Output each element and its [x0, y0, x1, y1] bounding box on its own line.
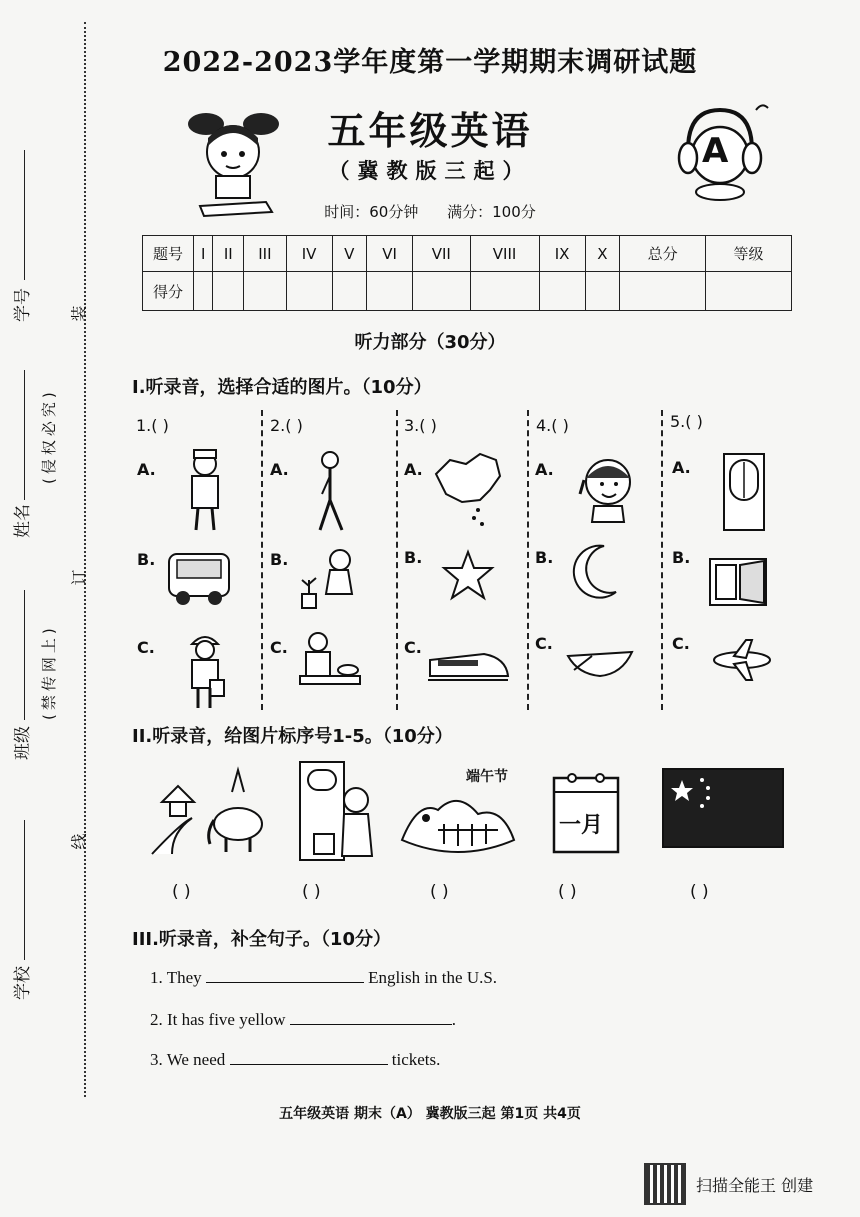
- section2-answer-5[interactable]: ( ): [690, 882, 709, 902]
- score-cell[interactable]: [470, 272, 539, 311]
- q2-answer[interactable]: 2.( ): [270, 416, 303, 435]
- divider: [661, 410, 663, 710]
- score-table: [142, 235, 792, 311]
- section2-answer-4[interactable]: ( ): [558, 882, 577, 902]
- moon-icon[interactable]: [568, 542, 620, 602]
- boy-planting-icon[interactable]: [296, 546, 362, 616]
- score-col: I: [194, 236, 213, 272]
- score-col: X: [585, 236, 620, 272]
- sentence-1-blank[interactable]: [206, 968, 364, 983]
- sentence-1-start: 1. They: [150, 968, 202, 987]
- score-table-header-row: [143, 236, 792, 272]
- sentence-3-blank[interactable]: [230, 1050, 388, 1065]
- score-cell[interactable]: [620, 272, 706, 311]
- star-icon[interactable]: [442, 550, 494, 600]
- sentence-2-end: .: [451, 1010, 456, 1029]
- score-cell[interactable]: [706, 272, 792, 311]
- subject-title: 五年级英语: [327, 108, 533, 153]
- q3-answer[interactable]: 3.( ): [404, 416, 437, 435]
- man-walking-icon[interactable]: [312, 450, 352, 534]
- option-b: B.: [404, 548, 423, 567]
- exam-title: 2022-2023学年度第一学期期末调研试题: [162, 47, 698, 78]
- option-b: B.: [137, 550, 156, 569]
- section2-answer-3[interactable]: ( ): [430, 882, 449, 902]
- score-col: III: [244, 236, 286, 272]
- sentence-2: [150, 1010, 456, 1030]
- sentence-1-end: English in the U.S.: [368, 968, 498, 987]
- score-col: V: [332, 236, 367, 272]
- scanner-watermark: [644, 1163, 813, 1205]
- copyright-note: (侵权必究): [40, 388, 58, 484]
- class-label: 班级: [13, 726, 33, 760]
- student-no-label: 学号: [13, 288, 33, 322]
- boat-icon[interactable]: [564, 646, 636, 682]
- sentence-3-end: tickets.: [391, 1050, 441, 1069]
- score-cell[interactable]: [585, 272, 620, 311]
- airplane-icon[interactable]: [708, 636, 774, 684]
- worker-icon[interactable]: [180, 630, 230, 710]
- q5-answer[interactable]: 5.( ): [670, 412, 703, 431]
- score-col: VIII: [470, 236, 539, 272]
- sentence-1: [150, 968, 497, 988]
- option-c: C.: [137, 638, 155, 657]
- girl-at-door-icon[interactable]: [298, 760, 378, 864]
- score-table-score-row: [143, 272, 792, 311]
- score-cell[interactable]: [194, 272, 213, 311]
- page-footer: 五年级英语 期末（A） 冀教版三起 第1页 共4页: [279, 1106, 581, 1122]
- listening-header: 听力部分（30分）: [354, 332, 506, 353]
- section2-answer-2[interactable]: ( ): [302, 882, 321, 902]
- score-cell[interactable]: [332, 272, 367, 311]
- sentence-3-start: 3. We need: [150, 1050, 226, 1069]
- train-icon[interactable]: [426, 646, 510, 686]
- divider: [396, 410, 398, 710]
- q1-answer[interactable]: 1.( ): [136, 416, 169, 435]
- cooking-icon[interactable]: [296, 630, 366, 692]
- option-a: A.: [137, 460, 156, 479]
- qr-code-icon: [644, 1163, 686, 1205]
- score-table-label: 题号: [143, 236, 194, 272]
- name-field[interactable]: [24, 370, 25, 500]
- option-a: A.: [535, 460, 554, 479]
- score-col: II: [213, 236, 244, 272]
- score-col: IV: [286, 236, 332, 272]
- landscape-elephant-icon[interactable]: [142, 762, 270, 862]
- section2-title: II.听录音，给图片标序号1-5。（10分）: [132, 726, 453, 747]
- bus-driver-icon[interactable]: [165, 548, 235, 608]
- option-b: B.: [535, 548, 554, 567]
- binding-mark-ding: 订: [69, 569, 89, 586]
- score-cell[interactable]: [367, 272, 413, 311]
- girl-reading-icon: [186, 110, 281, 220]
- score-col: VII: [413, 236, 471, 272]
- divider: [527, 410, 529, 710]
- section3-title: III.听录音，补全句子。（10分）: [132, 929, 391, 950]
- option-c: C.: [270, 638, 288, 657]
- option-a: A.: [270, 460, 289, 479]
- section1-title: I.听录音，选择合适的图片。（10分）: [132, 377, 432, 398]
- badge-letter: A: [702, 131, 729, 171]
- boy-face-icon[interactable]: [574, 454, 634, 524]
- china-map-icon[interactable]: [432, 450, 504, 530]
- time-label: 时间：60分钟: [324, 203, 419, 221]
- binding-mark-zhuang: 装: [69, 305, 89, 322]
- score-cell[interactable]: [244, 272, 286, 311]
- sentence-2-blank[interactable]: [290, 1010, 452, 1025]
- scanner-text: 扫描全能王 创建: [696, 1175, 814, 1195]
- full-score-label: 满分：100分: [447, 203, 536, 221]
- option-c: C.: [404, 638, 422, 657]
- dragon-boat-icon[interactable]: [398, 780, 518, 866]
- name-label: 姓名: [13, 504, 33, 538]
- class-field[interactable]: [24, 590, 25, 720]
- score-col: VI: [367, 236, 413, 272]
- school-field[interactable]: [24, 820, 25, 960]
- edition-label: （冀教版三起）: [328, 158, 532, 183]
- option-c: C.: [535, 634, 553, 653]
- score-col-grade: 等级: [706, 236, 792, 272]
- option-a: A.: [404, 460, 423, 479]
- q4-answer[interactable]: 4.( ): [536, 416, 569, 435]
- window-icon[interactable]: [706, 555, 772, 611]
- score-cell[interactable]: [286, 272, 332, 311]
- section2-answer-1[interactable]: ( ): [172, 882, 191, 902]
- binding-mark-xian: 线: [69, 833, 89, 850]
- dragon-festival-text: 端午节: [466, 769, 508, 785]
- divider: [261, 410, 263, 710]
- sentence-3: [150, 1050, 440, 1070]
- option-b: B.: [672, 548, 691, 567]
- score-col: IX: [539, 236, 585, 272]
- score-row-label: 得分: [143, 272, 194, 311]
- school-label: 学校: [13, 966, 33, 1000]
- score-cell[interactable]: [413, 272, 471, 311]
- option-c: C.: [672, 634, 690, 653]
- score-col-total: 总分: [620, 236, 706, 272]
- option-b: B.: [270, 550, 289, 569]
- score-cell[interactable]: [213, 272, 244, 311]
- china-flag-icon[interactable]: [662, 768, 784, 848]
- doctor-icon[interactable]: [180, 450, 230, 532]
- sentence-2-start: 2. It has five yellow: [150, 1010, 286, 1029]
- door-icon[interactable]: [722, 452, 766, 532]
- calendar-month-text: 一月: [559, 813, 604, 838]
- score-cell[interactable]: [539, 272, 585, 311]
- no-upload-note: (禁传网上): [40, 624, 58, 720]
- option-a: A.: [672, 458, 691, 477]
